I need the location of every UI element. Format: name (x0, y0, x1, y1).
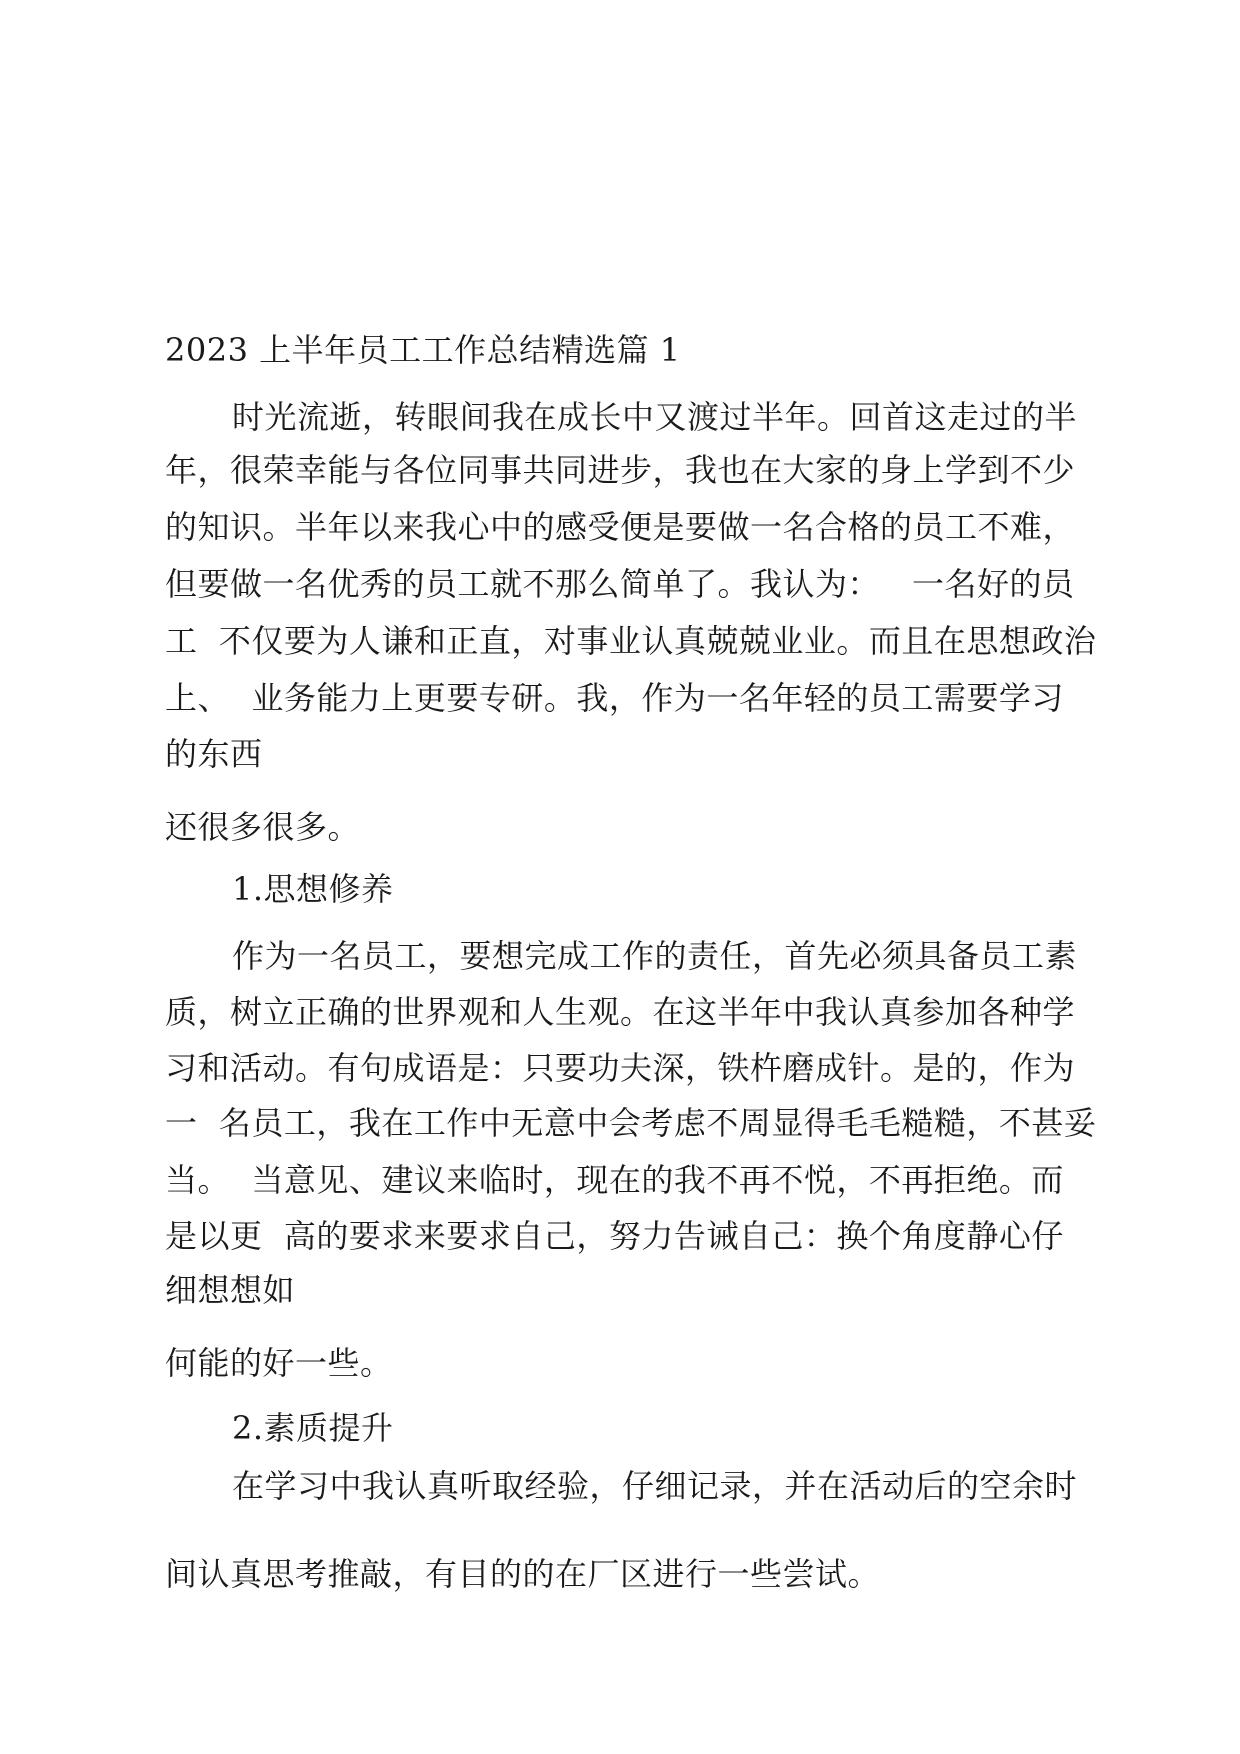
section-heading: 2.素质提升 (232, 1409, 394, 1447)
body-line: 工 不仅要为人谦和正直，对事业认真兢兢业业。而且在思想政治 (165, 622, 1097, 660)
body-line: 当。 当意见、建议来临时，现在的我不再不悦，不再拒绝。而 (165, 1161, 1064, 1199)
body-line: 质，树立正确的世界观和人生观。在这半年中我认真参加各种学 (165, 993, 1076, 1031)
body-line: 还很多很多。 (165, 808, 361, 846)
body-line: 是以更 高的要求来要求自己，努力告诫自己：换个角度静心仔 (165, 1217, 1064, 1255)
body-line: 但要做一名优秀的员工就不那么简单了。我认为： 一名好的员 (165, 565, 1075, 603)
body-line: 上、 业务能力上更要专研。我，作为一名年轻的员工需要学习 (165, 679, 1064, 717)
document-title: 2023 上半年员工工作总结精选篇 1 (165, 331, 681, 369)
body-line: 的知识。半年以来我心中的感受便是要做一名合格的员工不难， (165, 508, 1076, 546)
body-line: 的东西 (165, 735, 263, 773)
section-heading: 1.思想修养 (232, 870, 394, 908)
body-line: 作为一名员工，要想完成工作的责任，首先必须具备员工素 (232, 937, 1078, 975)
body-line: 年，很荣幸能与各位同事共同进步，我也在大家的身上学到不少 (165, 451, 1076, 489)
body-line: 在学习中我认真听取经验，仔细记录，并在活动后的空余时 (232, 1467, 1078, 1505)
body-line: 一 名员工，我在工作中无意中会考虑不周显得毛毛糙糙，不甚妥 (165, 1104, 1097, 1142)
body-line: 细想想如 (165, 1271, 296, 1309)
body-line: 间认真思考推敲，有目的的在厂区进行一些尝试。 (165, 1555, 881, 1593)
body-line: 时光流逝，转眼间我在成长中又渡过半年。回首这走过的半 (232, 398, 1078, 436)
body-line: 何能的好一些。 (165, 1344, 393, 1382)
body-line: 习和活动。有句成语是：只要功夫深，铁杵磨成针。是的，作为 (165, 1049, 1076, 1087)
